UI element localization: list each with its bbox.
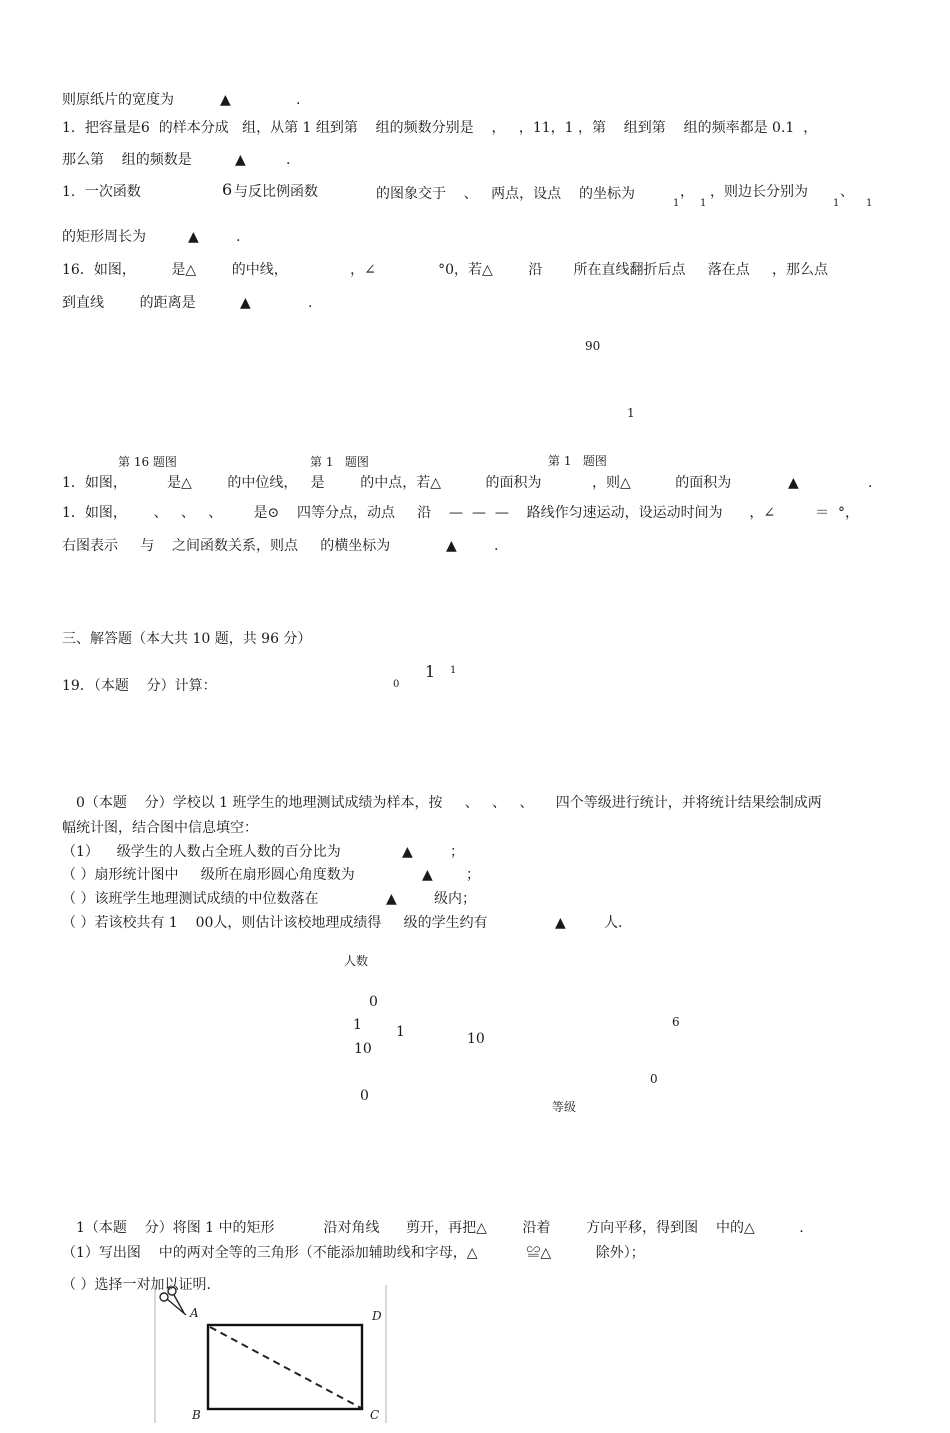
- subscript-1: 1: [866, 198, 873, 209]
- figure-caption: 第 1 题图: [548, 454, 607, 468]
- question-line: 1（本题 分）将图 1 中的矩形 沿对角线 剪开，再把△ 沿着 方向平移，得到图 中的△ .: [76, 1220, 804, 1236]
- punctuation: ；: [466, 867, 480, 883]
- period: .: [286, 152, 291, 168]
- chart-y-axis-label: 人数: [344, 954, 369, 968]
- question-line: 右图表示 与 之间函数关系，则点 的横坐标为: [62, 538, 391, 554]
- answer-blank-triangle: ▲: [402, 844, 413, 860]
- figure-caption: 第 1 题图: [310, 455, 369, 469]
- question-line: 19．（本题 分）计算：: [62, 678, 217, 694]
- question-text: ，则边长分别为: [710, 184, 808, 200]
- question-line: 1．一次函数: [62, 184, 141, 200]
- vertex-label-b: B: [192, 1408, 201, 1422]
- figure-caption: 第 16 题图: [118, 455, 177, 469]
- punctuation: 、: [840, 184, 854, 200]
- question-line: 那么第 组的频数是: [62, 152, 192, 168]
- section-heading: 三、解答题（本大共 10 题，共 96 分）: [62, 631, 312, 647]
- answer-blank-triangle: ▲: [446, 538, 457, 554]
- question-text: 人.: [604, 915, 623, 931]
- chart-label: 1: [396, 1024, 405, 1040]
- subscript-1: 1: [700, 198, 707, 209]
- chart-label: 10: [467, 1031, 485, 1047]
- comma: ，: [680, 184, 694, 200]
- question-line: （1）写出图 中的两对全等的三角形（不能添加辅助线和字母，△ ≌△ 除外）；: [62, 1245, 645, 1261]
- question-line: （ ）扇形统计图中 级所在扇形圆心角度数为: [62, 867, 355, 883]
- period: .: [494, 538, 499, 554]
- question-line: 1．如图， 是△ 的中位线， 是 的中点，若△ 的面积为: [62, 475, 542, 491]
- period: .: [296, 92, 301, 108]
- figure-label-90: 90: [585, 339, 601, 353]
- chart-label: 1: [353, 1017, 362, 1033]
- answer-blank-triangle: ▲: [220, 92, 231, 108]
- punctuation: ；: [450, 844, 464, 860]
- subscript-1: 1: [673, 198, 680, 209]
- scissors-icon: [160, 1287, 186, 1315]
- figure-label-1: 1: [627, 406, 635, 420]
- fill-blank-line-1: 则原纸片的宽度为: [62, 92, 174, 108]
- question-line: 0（本题 分）学校以 1 班学生的地理测试成绩为样本，按 、 、 、 四个等级进行统计，并将统计结果绘制成两: [76, 795, 822, 811]
- question-line: （ ）选择一对加以证明.: [62, 1277, 211, 1293]
- question-line: 16．如图， 是△ 的中线， ，∠ °0，若△ 沿 所在直线翻折后点 落在点 ，那么点: [62, 262, 829, 278]
- subscript-1: 1: [833, 198, 840, 209]
- vertex-label-c: C: [370, 1408, 380, 1422]
- period: .: [868, 475, 873, 491]
- chart-x-axis-label: 等级: [552, 1100, 577, 1114]
- question-text: ，则△ 的面积为: [592, 475, 732, 491]
- period: .: [236, 229, 241, 245]
- question-text: 级内；: [434, 891, 476, 907]
- chart-label: 0: [369, 994, 378, 1010]
- chart-label: 10: [354, 1041, 372, 1057]
- formula-one: 1: [425, 662, 436, 681]
- chart-label: 0: [650, 1072, 658, 1086]
- number-6: 6: [222, 180, 233, 199]
- answer-blank-triangle: ▲: [555, 915, 566, 931]
- rectangle-figure: [152, 1285, 392, 1425]
- answer-blank-triangle: ▲: [422, 867, 433, 883]
- formula-zero: 0: [393, 679, 400, 690]
- answer-blank-triangle: ▲: [788, 475, 799, 491]
- vertex-label-a: A: [190, 1306, 199, 1320]
- question-line: 到直线 的距离是: [62, 295, 196, 311]
- answer-blank-triangle: ▲: [235, 152, 246, 168]
- chart-label: 6: [672, 1015, 680, 1029]
- question-line: （ ）若该校共有 1 00人，则估计该校地理成绩得 级的学生约有: [62, 915, 488, 931]
- formula-superscript: 1: [450, 665, 457, 676]
- question-line: 的矩形周长为: [62, 229, 146, 245]
- question-line: 幅统计图，结合图中信息填空：: [62, 820, 258, 836]
- period: .: [308, 295, 313, 311]
- answer-blank-triangle: ▲: [188, 229, 199, 245]
- answer-blank-triangle: ▲: [386, 891, 397, 907]
- question-line: 1．把容量是6 的样本分成 组，从第 1 组到第 组的频数分别是 ， ，11，1 ，第 组到第 组的频率都是 0.1 ，: [62, 120, 818, 136]
- question-text: 的图象交于 、 两点，设点 的坐标为: [376, 186, 635, 202]
- question-line: （ ）该班学生地理测试成绩的中位数落在: [62, 891, 319, 907]
- question-text: 与反比例函数: [234, 184, 318, 200]
- question-line: 1．如图， 、 、 、 是⊙ 四等分点，动点 沿 — — — 路线作匀速运动，设运动时间为 ，∠ ＝ °，: [62, 505, 860, 521]
- question-line: （1） 级学生的人数占全班人数的百分比为: [62, 844, 341, 860]
- chart-label: 0: [360, 1088, 369, 1104]
- answer-blank-triangle: ▲: [240, 295, 251, 311]
- vertex-label-d: D: [372, 1309, 382, 1323]
